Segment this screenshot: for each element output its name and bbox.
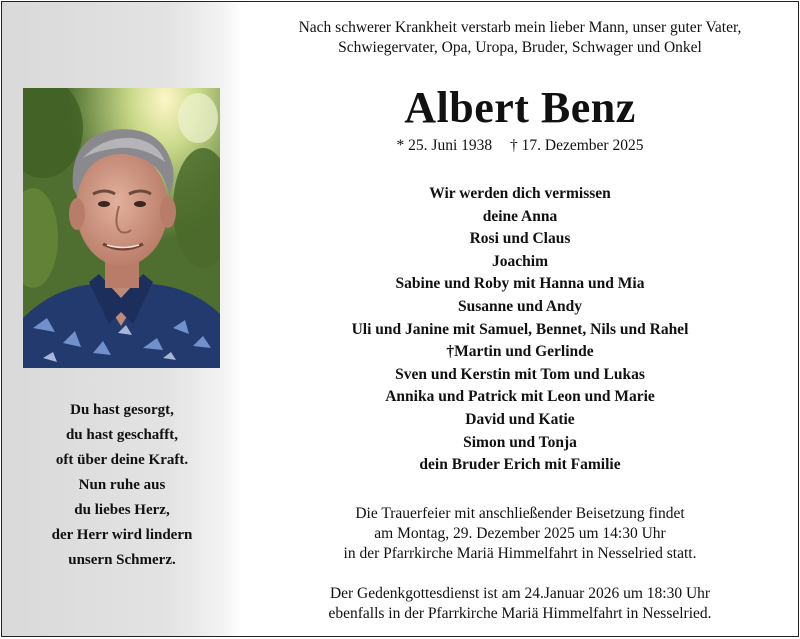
portrait-illustration xyxy=(23,88,220,368)
mourner-line: Wir werden dich vermissen xyxy=(429,185,611,202)
mourner-line: Susanne und Andy xyxy=(457,297,583,315)
intro-text xyxy=(242,18,798,58)
service-line: in der Pfarrkirche Mariä Himmelfahrt in Nesselried statt. xyxy=(343,545,697,562)
verse-line: du hast geschafft, xyxy=(65,427,179,443)
mourner-line: deine Anna xyxy=(482,207,558,225)
mourner-line: Annika und Patrick mit Leon und Marie xyxy=(385,388,655,406)
mourner-line: Sven und Kerstin mit Tom und Lukas xyxy=(395,365,645,383)
mass-line: ebenfalls in der Pfarrkirche Mariä Himmelfahrt in Nesselried. xyxy=(328,605,712,622)
mourners-list xyxy=(242,183,798,477)
death-date: † 17. Dezember 2025 xyxy=(510,137,644,154)
birth-date: * 25. Juni 1938 xyxy=(396,137,493,154)
mourner-line: †Martin und Gerlinde xyxy=(446,343,594,361)
verse-line: du liebes Herz, xyxy=(74,502,170,518)
portrait-photo xyxy=(23,88,220,368)
verse-line: Du hast gesorgt, xyxy=(70,402,174,418)
funeral-service-info xyxy=(242,504,798,564)
memorial-mass-info xyxy=(242,584,798,624)
verse-line: der Herr wird lindern xyxy=(51,527,193,543)
intro-line: Nach schwerer Krankheit verstarb mein lieber Mann, unser guter Vater, xyxy=(298,19,742,36)
intro-line: Schwiegervater, Opa, Uropa, Bruder, Schwager und Onkel xyxy=(338,39,702,56)
service-line: am Montag, 29. Dezember 2025 um 14:30 Uhr xyxy=(374,525,666,542)
mourner-line: David und Katie xyxy=(465,410,575,428)
memorial-verse xyxy=(2,398,242,573)
mourner-line: Uli und Janine mit Samuel, Bennet, Nils und Rahel xyxy=(351,320,689,338)
mourner-line: Joachim xyxy=(492,252,548,270)
service-line: Die Trauerfeier mit anschließender Beisetzung findet xyxy=(355,505,685,522)
verse-line: oft über deine Kraft. xyxy=(55,452,189,468)
mourner-line: Simon und Tonja xyxy=(463,433,577,451)
obituary-notice xyxy=(1,1,799,637)
left-panel xyxy=(2,2,242,636)
life-dates xyxy=(242,136,798,156)
mourner-line: Sabine und Roby mit Hanna und Mia xyxy=(395,275,645,293)
deceased-name: Albert Benz xyxy=(404,83,636,132)
right-panel xyxy=(242,2,798,636)
mass-line: Der Gedenkgottesdienst ist am 24.Januar 2026 um 18:30 Uhr xyxy=(329,585,711,602)
mourner-line: dein Bruder Erich mit Familie xyxy=(419,456,621,474)
verse-line: unsern Schmerz. xyxy=(68,552,176,568)
verse-line: Nun ruhe aus xyxy=(78,477,166,493)
mourner-line: Rosi und Claus xyxy=(469,230,571,248)
